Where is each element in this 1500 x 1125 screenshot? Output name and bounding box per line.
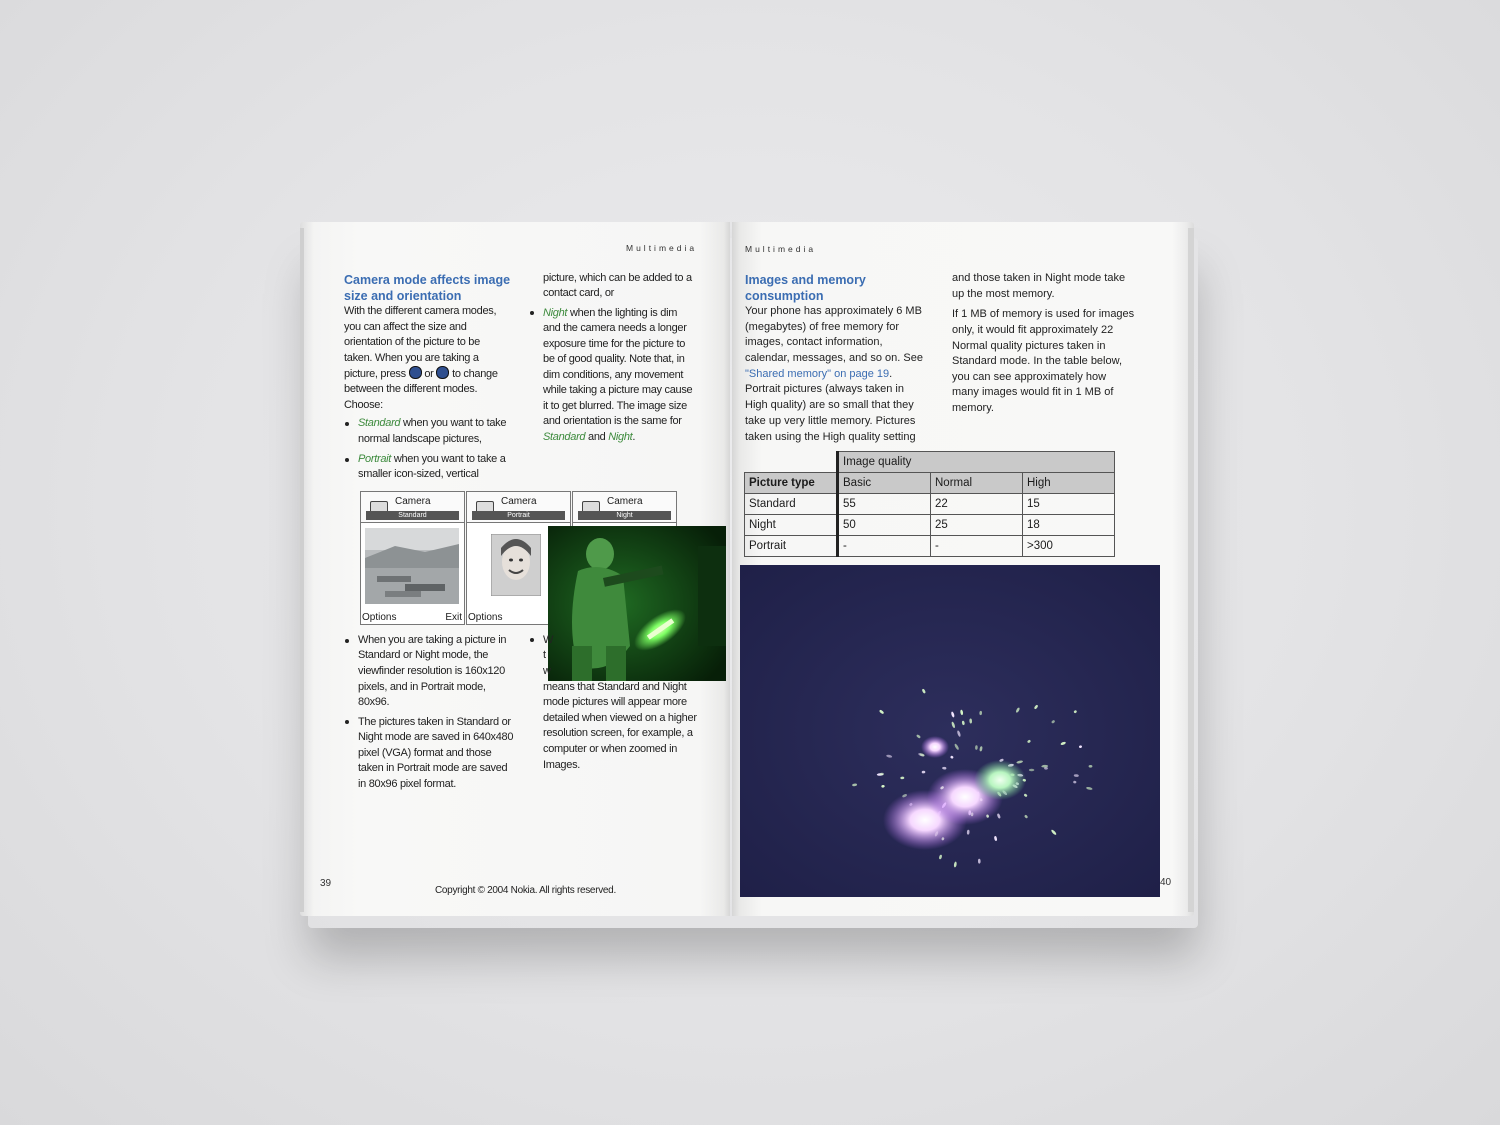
mem-line: take up very little memory. Pictures (745, 415, 916, 427)
mem-col2-line: only, it would fit approximately 22 (952, 324, 1114, 336)
intro-press-post: to change (452, 368, 498, 380)
intro-line: taken. When you are taking a (344, 352, 479, 364)
bullet-portrait-line-2: smaller icon-sized, vertical (358, 468, 479, 480)
col2-line: means that Standard and Night (543, 681, 687, 693)
bullet-night-line (543, 306, 677, 322)
saved-line: taken in Portrait mode are saved (358, 762, 508, 774)
col2-fragment: t (543, 649, 546, 661)
left-page-edge (300, 228, 304, 912)
intro-line: orientation of the picture to be (344, 336, 480, 348)
mem-col2-line: Standard mode. In the table below, (952, 355, 1123, 367)
firework-spark (1029, 769, 1034, 772)
mem-col2-line: and those taken in Night mode take (952, 272, 1126, 284)
term-night: Night (608, 431, 633, 443)
intro-press-line (344, 366, 498, 383)
mode-bar (472, 511, 565, 520)
softkey-right: Exit (445, 612, 462, 623)
table-group-header: Image quality (838, 452, 1115, 473)
term-night: Night (543, 307, 568, 319)
shared-memory-link[interactable]: "Shared memory" on page 19 (745, 368, 890, 380)
col2-line: resolution screen, for example, a (543, 727, 693, 739)
bullet-night-text: when the lighting is dim (569, 307, 678, 319)
right-key-icon (436, 366, 449, 379)
term-portrait: Portrait (358, 453, 392, 465)
mode-label: Standard (398, 512, 427, 519)
phone-screen-standard (360, 491, 465, 625)
mem-line: (megabytes) of free memory for (745, 321, 900, 333)
col2-fragment: w (543, 665, 551, 677)
bullet-standard-line (358, 416, 506, 432)
mem-col2-line: memory. (952, 402, 994, 414)
mem-line: images, contact information, (745, 336, 883, 348)
table-cell-type: Portrait (745, 536, 838, 557)
table-row (745, 494, 1115, 515)
res-line: Standard or Night mode, the (358, 649, 489, 661)
portrait-photo (491, 534, 541, 596)
bullet (345, 458, 349, 462)
table-cell: - (838, 536, 931, 557)
res-line: viewfinder resolution is 160x120 (358, 665, 505, 677)
bullet (530, 638, 534, 642)
col2-line: computer or when zoomed in (543, 743, 678, 755)
intro-line: With the different camera modes, (344, 305, 497, 317)
bullet-standard-text: when you want to take (403, 417, 507, 429)
night-line: and the camera needs a longer (543, 322, 687, 334)
col2-line: mode pictures will appear more (543, 696, 687, 708)
bullet-portrait-text: when you want to take a (393, 453, 506, 465)
term-standard: Standard (543, 431, 586, 443)
mem-line: Your phone has approximately 6 MB (745, 305, 922, 317)
table-cell: 55 (838, 494, 931, 515)
intro-line: between the different modes. (344, 383, 478, 395)
screen-header (467, 492, 570, 523)
mem-col2-line: you can see approximately how (952, 371, 1107, 383)
mem-col2-line: Normal quality pictures taken in (952, 340, 1106, 352)
bullet (530, 311, 534, 315)
screen-header (361, 492, 464, 523)
col2-line: detailed when viewed on a higher (543, 712, 697, 724)
table-group-row (745, 452, 1115, 473)
saved-line: Night mode are saved in 640x480 (358, 731, 514, 743)
mem-col2-line: many images would fit in 1 MB of (952, 386, 1114, 398)
table-cell: - (931, 536, 1023, 557)
bullet (345, 639, 349, 643)
table-row (745, 536, 1115, 557)
right-running-head: Multimedia (745, 244, 817, 254)
col2-fragment: W (543, 634, 554, 646)
and-word: and (588, 431, 606, 443)
mem-line: taken using the High quality setting (745, 431, 916, 443)
mode-bar (578, 511, 671, 520)
col2-line: contact card, or (543, 287, 615, 299)
mem-line: Portrait pictures (always taken in (745, 383, 904, 395)
night-line: and orientation is the same for (543, 415, 682, 427)
link-period: . (889, 368, 893, 380)
col2-line: picture, which can be added to a (543, 272, 692, 284)
left-running-head: Multimedia (626, 243, 698, 253)
fireworks-photo (740, 565, 1160, 897)
table-cell: 25 (931, 515, 1023, 536)
bullet (345, 422, 349, 426)
mem-col2-line: If 1 MB of memory is used for images (952, 308, 1135, 320)
copyright-footer: Copyright © 2004 Nokia. All rights reserved. (435, 885, 616, 896)
night-line: be of good quality. Note that, in (543, 353, 685, 365)
right-heading: Images and memory consumption (745, 273, 866, 303)
image-memory-table (744, 451, 1115, 557)
mem-line: High quality) are so small that they (745, 399, 914, 411)
left-heading: Camera mode affects image size and orientation (344, 273, 511, 303)
night-line: exposure time for the picture to (543, 338, 686, 350)
mode-label: Night (616, 512, 633, 519)
intro-press-pre: picture, press (344, 368, 406, 380)
right-page-number: 40 (1160, 877, 1172, 888)
night-line: while taking a picture may cause (543, 384, 693, 396)
softkey-left: Options (468, 612, 503, 623)
res-line: 80x96. (358, 696, 390, 708)
bullet-portrait-line (358, 452, 506, 468)
table-row (745, 515, 1115, 536)
table-row-header: Picture type (745, 473, 838, 494)
saved-line: in 80x96 pixel format. (358, 778, 456, 790)
bullet (345, 720, 349, 724)
table-cell: 22 (931, 494, 1023, 515)
table-cell-type: Standard (745, 494, 838, 515)
right-page-edge (1188, 228, 1194, 912)
table-cell: 18 (1023, 515, 1115, 536)
intro-line: you can affect the size and (344, 321, 467, 333)
landscape-photo (365, 528, 459, 604)
mem-col2-line: up the most memory. (952, 288, 1055, 300)
intro-press-or: or (424, 368, 434, 380)
bullet-standard-line-2: normal landscape pictures, (358, 433, 482, 445)
saved-line: pixel (VGA) format and those (358, 747, 492, 759)
col2-line: Images. (543, 759, 581, 771)
res-line: pixels, and in Portrait mode, (358, 681, 486, 693)
screen-title: Camera (607, 496, 643, 507)
night-end-line: Standard and Night. (543, 431, 636, 443)
mode-label: Portrait (507, 512, 530, 519)
table-col-header: Basic (838, 473, 931, 494)
saved-line: The pictures taken in Standard or (358, 716, 511, 728)
night-vision-photo (548, 526, 726, 681)
intro-line: Choose: (344, 399, 383, 411)
term-standard: Standard (358, 417, 401, 429)
screen-header (573, 492, 676, 523)
res-line: When you are taking a picture in (358, 634, 507, 646)
mem-line: calendar, messages, and so on. See (745, 352, 923, 364)
mode-bar (366, 511, 459, 520)
screen-title: Camera (501, 496, 537, 507)
table-col-header: Normal (931, 473, 1023, 494)
table-col-header: High (1023, 473, 1115, 494)
night-line: it to get blurred. The image size (543, 400, 687, 412)
table-empty-cell (745, 452, 838, 473)
screen-title: Camera (395, 496, 431, 507)
left-page-number: 39 (320, 878, 332, 889)
table-header-row (745, 473, 1115, 494)
softkey-left: Options (362, 612, 397, 623)
night-line: dim conditions, any movement (543, 369, 684, 381)
table-cell-type: Night (745, 515, 838, 536)
mem-link-line (745, 367, 892, 383)
left-key-icon (409, 366, 422, 379)
table-cell: 50 (838, 515, 931, 536)
table-cell: >300 (1023, 536, 1115, 557)
table-cell: 15 (1023, 494, 1115, 515)
